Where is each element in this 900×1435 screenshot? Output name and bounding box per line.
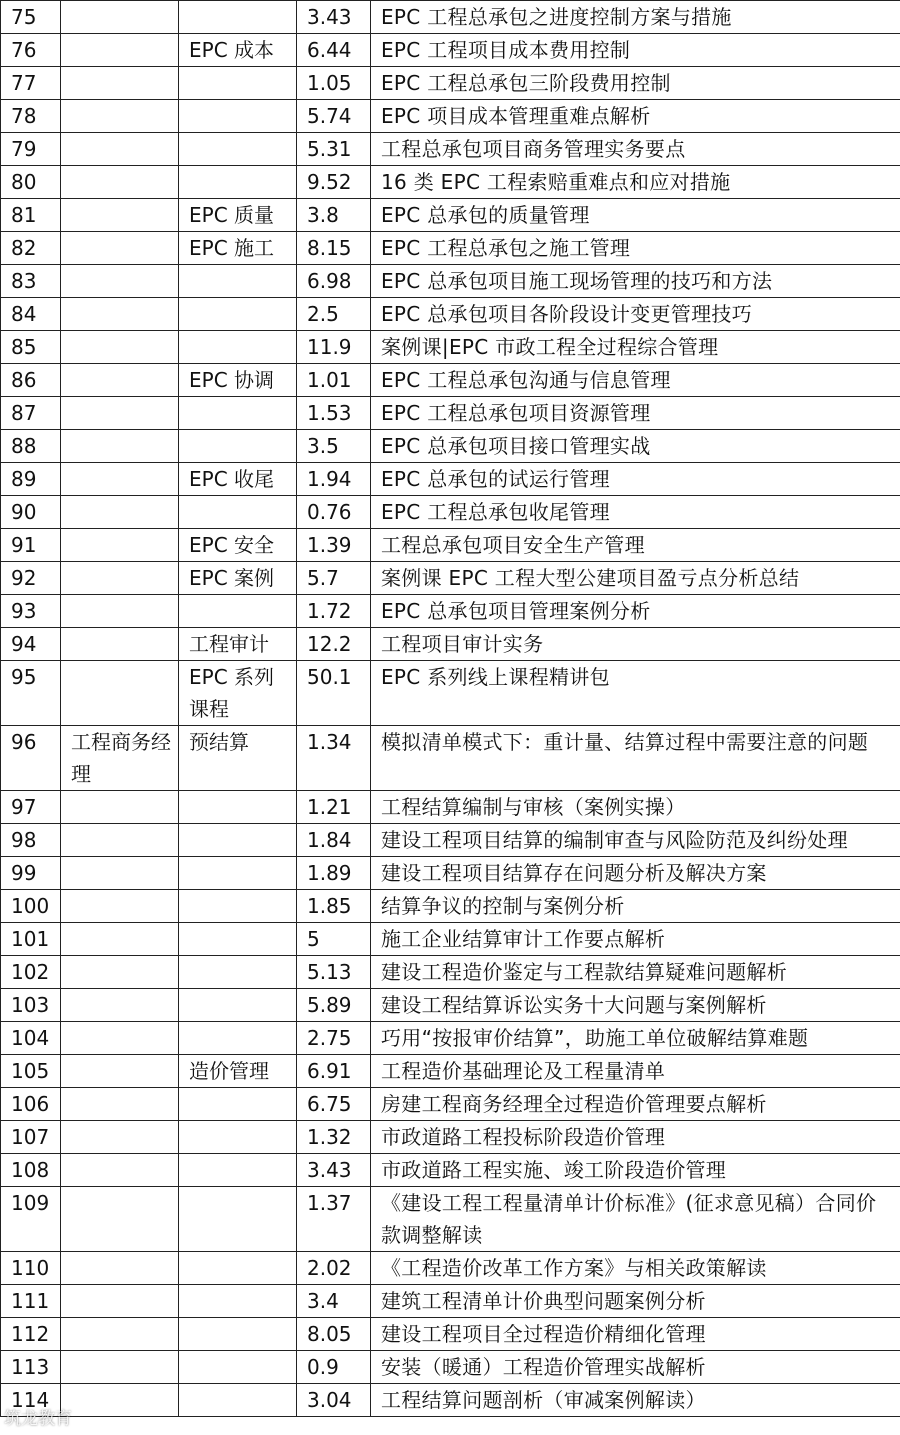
row-category <box>179 1154 297 1187</box>
row-category: EPC 收尾 <box>179 463 297 496</box>
table-row <box>1 595 900 628</box>
row-category <box>179 166 297 199</box>
row-hours: 8.05 <box>297 1318 371 1351</box>
row-category <box>179 67 297 100</box>
row-role <box>61 100 179 133</box>
row-role <box>61 529 179 562</box>
table-row <box>1 397 900 430</box>
table-row <box>1 298 900 331</box>
row-title: 巧用“按报审价结算”，助施工单位破解结算难题 <box>371 1022 900 1055</box>
row-hours: 3.43 <box>297 1 371 34</box>
row-title: 工程项目审计实务 <box>371 628 900 661</box>
table-row <box>1 364 900 397</box>
row-role <box>61 232 179 265</box>
row-role <box>61 1022 179 1055</box>
row-category: 预结算 <box>179 726 297 791</box>
row-hours: 1.37 <box>297 1187 371 1252</box>
row-title: 建设工程项目全过程造价精细化管理 <box>371 1318 900 1351</box>
table-row <box>1 1 900 34</box>
row-hours: 0.76 <box>297 496 371 529</box>
row-title: 施工企业结算审计工作要点解析 <box>371 923 900 956</box>
row-hours: 3.43 <box>297 1154 371 1187</box>
table-row <box>1 166 900 199</box>
table-row <box>1 265 900 298</box>
row-role <box>61 1252 179 1285</box>
row-title: EPC 工程总承包三阶段费用控制 <box>371 67 900 100</box>
table-row <box>1 890 900 923</box>
row-number: 100 <box>1 890 61 923</box>
row-role <box>61 1088 179 1121</box>
row-number: 88 <box>1 430 61 463</box>
row-hours: 8.15 <box>297 232 371 265</box>
row-role <box>61 956 179 989</box>
row-role <box>61 1318 179 1351</box>
row-category <box>179 1187 297 1252</box>
row-number: 106 <box>1 1088 61 1121</box>
row-category <box>179 1252 297 1285</box>
row-title: EPC 工程总承包之进度控制方案与措施 <box>371 1 900 34</box>
row-number: 101 <box>1 923 61 956</box>
row-title: 建设工程造价鉴定与工程款结算疑难问题解析 <box>371 956 900 989</box>
row-hours: 3.04 <box>297 1384 371 1417</box>
row-hours: 12.2 <box>297 628 371 661</box>
row-category: EPC 案例 <box>179 562 297 595</box>
row-title: 工程总承包项目安全生产管理 <box>371 529 900 562</box>
row-number: 111 <box>1 1285 61 1318</box>
row-role <box>61 1351 179 1384</box>
row-number: 81 <box>1 199 61 232</box>
row-category <box>179 923 297 956</box>
row-title: EPC 总承包的质量管理 <box>371 199 900 232</box>
row-hours: 1.94 <box>297 463 371 496</box>
row-hours: 1.01 <box>297 364 371 397</box>
row-number: 95 <box>1 661 61 726</box>
row-title: EPC 总承包项目各阶段设计变更管理技巧 <box>371 298 900 331</box>
row-number: 114 <box>1 1384 61 1417</box>
row-title: 市政道路工程投标阶段造价管理 <box>371 1121 900 1154</box>
table-row <box>1 1252 900 1285</box>
row-role <box>61 989 179 1022</box>
row-hours: 5.74 <box>297 100 371 133</box>
table-row <box>1 989 900 1022</box>
row-role <box>61 298 179 331</box>
row-role <box>61 562 179 595</box>
row-number: 105 <box>1 1055 61 1088</box>
table-row <box>1 430 900 463</box>
table-row <box>1 133 900 166</box>
row-role <box>61 331 179 364</box>
row-role <box>61 34 179 67</box>
row-category <box>179 956 297 989</box>
row-hours: 1.39 <box>297 529 371 562</box>
row-category <box>179 496 297 529</box>
row-hours: 1.89 <box>297 857 371 890</box>
row-role <box>61 628 179 661</box>
row-number: 84 <box>1 298 61 331</box>
row-role <box>61 1121 179 1154</box>
row-category <box>179 430 297 463</box>
row-category: 工程审计 <box>179 628 297 661</box>
row-role <box>61 166 179 199</box>
row-category <box>179 857 297 890</box>
table-row <box>1 199 900 232</box>
table-row <box>1 956 900 989</box>
row-hours: 0.9 <box>297 1351 371 1384</box>
table-row <box>1 34 900 67</box>
row-title: EPC 总承包的试运行管理 <box>371 463 900 496</box>
row-hours: 11.9 <box>297 331 371 364</box>
row-number: 91 <box>1 529 61 562</box>
row-title: 建筑工程清单计价典型问题案例分析 <box>371 1285 900 1318</box>
row-category <box>179 1121 297 1154</box>
row-title: EPC 总承包项目管理案例分析 <box>371 595 900 628</box>
row-number: 93 <box>1 595 61 628</box>
row-category <box>179 1384 297 1417</box>
row-title: 案例课 EPC 工程大型公建项目盈亏点分析总结 <box>371 562 900 595</box>
row-title: 工程总承包项目商务管理实务要点 <box>371 133 900 166</box>
row-number: 77 <box>1 67 61 100</box>
row-number: 79 <box>1 133 61 166</box>
row-number: 102 <box>1 956 61 989</box>
table-row <box>1 1187 900 1252</box>
row-hours: 1.21 <box>297 791 371 824</box>
row-role <box>61 595 179 628</box>
row-category <box>179 100 297 133</box>
table-row <box>1 232 900 265</box>
row-title: 结算争议的控制与案例分析 <box>371 890 900 923</box>
row-title: EPC 工程项目成本费用控制 <box>371 34 900 67</box>
row-number: 85 <box>1 331 61 364</box>
row-role <box>61 1187 179 1252</box>
table-row <box>1 923 900 956</box>
row-title: 模拟清单模式下：重计量、结算过程中需要注意的问题 <box>371 726 900 791</box>
table-row <box>1 1384 900 1417</box>
row-role <box>61 397 179 430</box>
watermark: 筑龙教育 <box>4 1409 72 1429</box>
row-hours: 1.84 <box>297 824 371 857</box>
row-hours: 1.32 <box>297 1121 371 1154</box>
row-title: 工程结算问题剖析（审减案例解读） <box>371 1384 900 1417</box>
row-title: 工程结算编制与审核（案例实操） <box>371 791 900 824</box>
row-hours: 5.31 <box>297 133 371 166</box>
row-number: 96 <box>1 726 61 791</box>
row-hours: 1.85 <box>297 890 371 923</box>
row-number: 89 <box>1 463 61 496</box>
row-title: EPC 总承包项目接口管理实战 <box>371 430 900 463</box>
row-category: EPC 质量 <box>179 199 297 232</box>
row-category <box>179 1088 297 1121</box>
row-role <box>61 364 179 397</box>
row-title: EPC 工程总承包沟通与信息管理 <box>371 364 900 397</box>
row-category <box>179 298 297 331</box>
row-role <box>61 890 179 923</box>
table-row <box>1 331 900 364</box>
row-title: EPC 工程总承包收尾管理 <box>371 496 900 529</box>
row-number: 92 <box>1 562 61 595</box>
row-title: 建设工程结算诉讼实务十大问题与案例解析 <box>371 989 900 1022</box>
table-row <box>1 1121 900 1154</box>
row-hours: 6.44 <box>297 34 371 67</box>
row-role <box>61 1384 179 1417</box>
row-hours: 3.5 <box>297 430 371 463</box>
row-category <box>179 1351 297 1384</box>
row-hours: 2.75 <box>297 1022 371 1055</box>
row-number: 103 <box>1 989 61 1022</box>
row-title: 案例课|EPC 市政工程全过程综合管理 <box>371 331 900 364</box>
row-title: 《建设工程工程量清单计价标准》(征求意见稿）合同价款调整解读 <box>371 1187 900 1252</box>
table-row <box>1 1285 900 1318</box>
row-category <box>179 989 297 1022</box>
row-number: 113 <box>1 1351 61 1384</box>
row-hours: 3.4 <box>297 1285 371 1318</box>
table-row <box>1 628 900 661</box>
row-number: 75 <box>1 1 61 34</box>
table-row <box>1 1022 900 1055</box>
row-number: 78 <box>1 100 61 133</box>
table-row <box>1 1055 900 1088</box>
row-category <box>179 1318 297 1351</box>
row-number: 112 <box>1 1318 61 1351</box>
row-role: 工程商务经理 <box>61 726 179 791</box>
row-hours: 6.75 <box>297 1088 371 1121</box>
row-role <box>61 67 179 100</box>
row-number: 107 <box>1 1121 61 1154</box>
row-category <box>179 265 297 298</box>
row-title: EPC 工程总承包项目资源管理 <box>371 397 900 430</box>
row-category: EPC 安全 <box>179 529 297 562</box>
row-title: EPC 工程总承包之施工管理 <box>371 232 900 265</box>
table-row <box>1 1154 900 1187</box>
row-role <box>61 824 179 857</box>
table-row <box>1 1088 900 1121</box>
row-role <box>61 463 179 496</box>
row-title: 工程造价基础理论及工程量清单 <box>371 1055 900 1088</box>
row-number: 82 <box>1 232 61 265</box>
row-role <box>61 1055 179 1088</box>
row-role <box>61 661 179 726</box>
row-title: 16 类 EPC 工程索赔重难点和应对措施 <box>371 166 900 199</box>
row-title: 《工程造价改革工作方案》与相关政策解读 <box>371 1252 900 1285</box>
row-number: 80 <box>1 166 61 199</box>
table-row <box>1 661 900 726</box>
row-title: 房建工程商务经理全过程造价管理要点解析 <box>371 1088 900 1121</box>
row-title: EPC 总承包项目施工现场管理的技巧和方法 <box>371 265 900 298</box>
row-hours: 1.72 <box>297 595 371 628</box>
row-role <box>61 923 179 956</box>
row-hours: 5 <box>297 923 371 956</box>
row-title: 建设工程项目结算存在问题分析及解决方案 <box>371 857 900 890</box>
row-hours: 5.13 <box>297 956 371 989</box>
row-number: 76 <box>1 34 61 67</box>
row-hours: 5.89 <box>297 989 371 1022</box>
row-category: EPC 系列课程 <box>179 661 297 726</box>
row-hours: 5.7 <box>297 562 371 595</box>
row-category: EPC 协调 <box>179 364 297 397</box>
table-row <box>1 529 900 562</box>
row-number: 90 <box>1 496 61 529</box>
row-role <box>61 133 179 166</box>
row-category <box>179 791 297 824</box>
row-role <box>61 857 179 890</box>
row-category <box>179 397 297 430</box>
row-role <box>61 1 179 34</box>
row-role <box>61 791 179 824</box>
row-role <box>61 1154 179 1187</box>
table-row <box>1 1351 900 1384</box>
row-hours: 9.52 <box>297 166 371 199</box>
row-category <box>179 1285 297 1318</box>
table-row <box>1 857 900 890</box>
row-title: 市政道路工程实施、竣工阶段造价管理 <box>371 1154 900 1187</box>
row-title: EPC 项目成本管理重难点解析 <box>371 100 900 133</box>
row-category: EPC 施工 <box>179 232 297 265</box>
row-hours: 1.05 <box>297 67 371 100</box>
row-category <box>179 1 297 34</box>
row-hours: 2.02 <box>297 1252 371 1285</box>
table-row <box>1 824 900 857</box>
row-hours: 1.34 <box>297 726 371 791</box>
row-number: 87 <box>1 397 61 430</box>
row-number: 86 <box>1 364 61 397</box>
row-number: 109 <box>1 1187 61 1252</box>
row-category <box>179 331 297 364</box>
row-title: EPC 系列线上课程精讲包 <box>371 661 900 726</box>
row-number: 108 <box>1 1154 61 1187</box>
row-role <box>61 496 179 529</box>
row-role <box>61 199 179 232</box>
table-row <box>1 496 900 529</box>
row-category <box>179 890 297 923</box>
row-hours: 2.5 <box>297 298 371 331</box>
table-row <box>1 1318 900 1351</box>
table-row <box>1 463 900 496</box>
row-hours: 50.1 <box>297 661 371 726</box>
row-category <box>179 133 297 166</box>
table-row <box>1 562 900 595</box>
row-category: 造价管理 <box>179 1055 297 1088</box>
row-role <box>61 265 179 298</box>
row-number: 110 <box>1 1252 61 1285</box>
row-hours: 1.53 <box>297 397 371 430</box>
row-category <box>179 824 297 857</box>
row-role <box>61 1285 179 1318</box>
row-category: EPC 成本 <box>179 34 297 67</box>
row-hours: 3.8 <box>297 199 371 232</box>
row-number: 83 <box>1 265 61 298</box>
row-number: 98 <box>1 824 61 857</box>
table-row <box>1 100 900 133</box>
table-row <box>1 791 900 824</box>
row-number: 94 <box>1 628 61 661</box>
row-title: 安装（暖通）工程造价管理实战解析 <box>371 1351 900 1384</box>
row-number: 104 <box>1 1022 61 1055</box>
row-title: 建设工程项目结算的编制审查与风险防范及纠纷处理 <box>371 824 900 857</box>
row-category <box>179 1022 297 1055</box>
row-role <box>61 430 179 463</box>
row-number: 97 <box>1 791 61 824</box>
row-category <box>179 595 297 628</box>
table-row <box>1 726 900 791</box>
row-number: 99 <box>1 857 61 890</box>
table-row <box>1 67 900 100</box>
row-hours: 6.98 <box>297 265 371 298</box>
row-hours: 6.91 <box>297 1055 371 1088</box>
